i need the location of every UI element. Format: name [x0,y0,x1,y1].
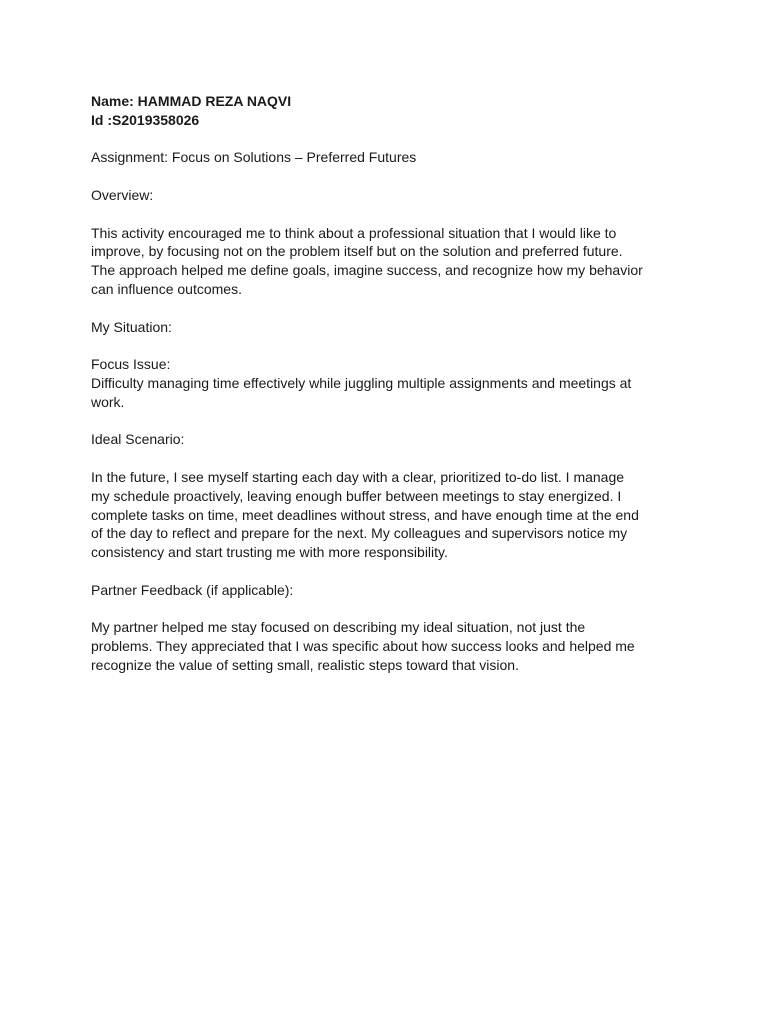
partner-feedback-paragraph [91,618,681,674]
ideal-scenario-line: consistency and start trusting me with more responsibility. [91,544,448,561]
ideal-scenario-line: my schedule proactively, leaving enough buffer between meetings to stay energized. I [91,487,622,504]
partner-feedback-line: recognize the value of setting small, realistic steps toward that vision. [91,656,519,673]
focus-issue-line: Difficulty managing time effectively while juggling multiple assignments and meetings at [91,374,632,391]
overview-line: This activity encouraged me to think about a professional situation that I would like to [91,224,617,241]
focus-issue-line: work. [91,393,125,410]
id-line: Id :S2019358026 [91,111,200,128]
assignment-title: Assignment: Focus on Solutions – Preferred Futures [91,149,417,166]
overview-paragraph [91,224,681,299]
situation-heading: My Situation: [91,318,172,335]
partner-feedback-heading: Partner Feedback (if applicable): [91,581,294,598]
overview-heading: Overview: [91,186,154,203]
spacer [91,130,681,149]
spacer [91,562,681,581]
partner-feedback-line: problems. They appreciated that I was specific about how success looks and helped me [91,638,635,655]
spacer [91,412,681,431]
ideal-scenario-line: In the future, I see myself starting each day with a clear, prioritized to-do list. I manage [91,468,625,485]
focus-issue-heading: Focus Issue: [91,356,171,373]
partner-feedback-line: My partner helped me stay focused on describing my ideal situation, not just the [91,619,586,636]
ideal-scenario-line: complete tasks on time, meet deadlines without stress, and have enough time at the end [91,506,639,523]
spacer [91,167,681,186]
document-page [91,92,681,675]
overview-line: improve, by focusing not on the problem itself but on the solution and preferred future. [91,243,623,260]
ideal-scenario-paragraph [91,468,681,562]
name-line: Name: HAMMAD REZA NAQVI [91,93,292,109]
ideal-scenario-heading: Ideal Scenario: [91,431,185,448]
spacer [91,600,681,619]
overview-line: can influence outcomes. [91,280,242,297]
spacer [91,336,681,355]
overview-line: The approach helped me define goals, imagine success, and recognize how my behavior [91,262,643,279]
spacer [91,299,681,318]
focus-issue-paragraph [91,374,681,412]
spacer [91,205,681,224]
spacer [91,449,681,468]
ideal-scenario-line: of the day to reflect and prepare for the next. My colleagues and supervisors notice my [91,525,628,542]
